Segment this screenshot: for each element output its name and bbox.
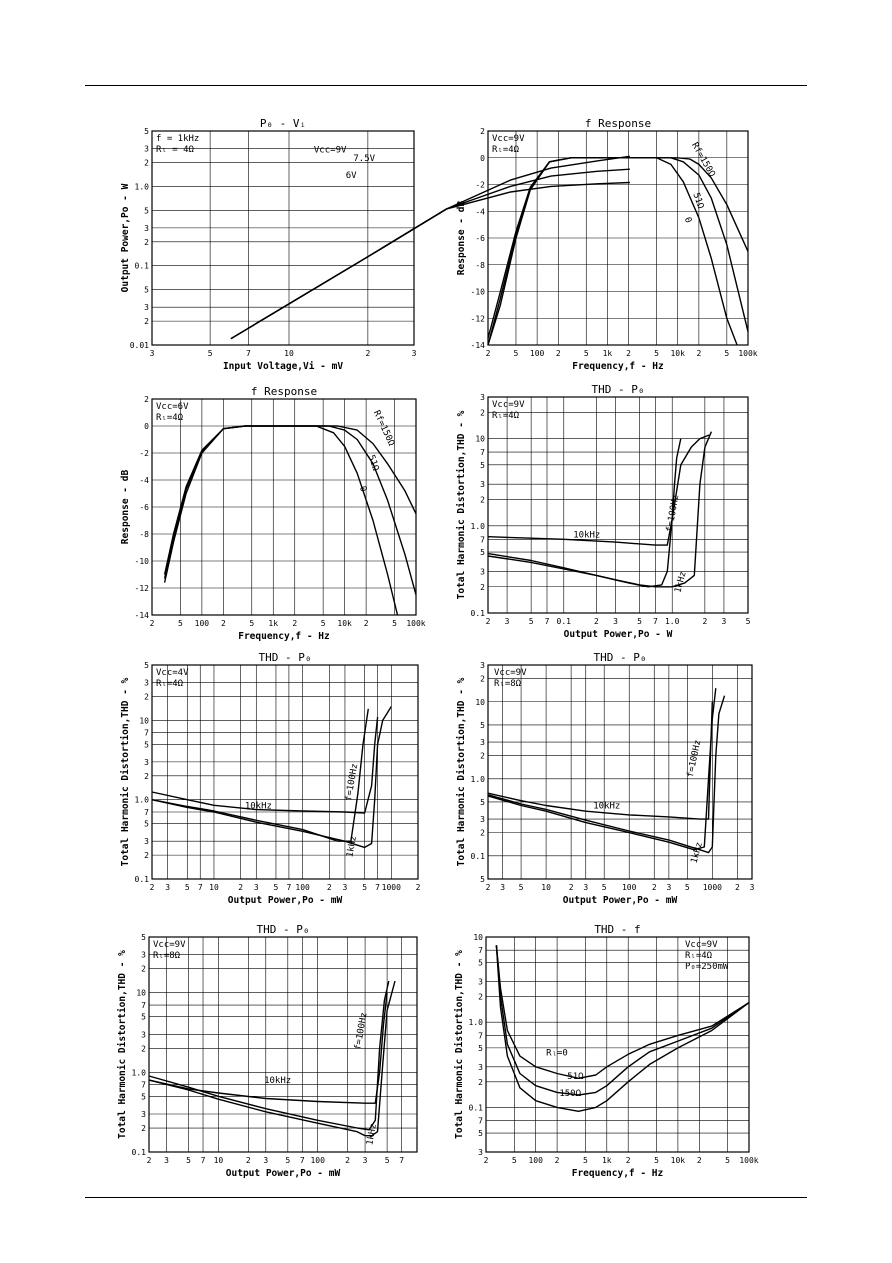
- x-tick-label: 3: [342, 883, 348, 892]
- x-tick-label: 10: [213, 1156, 224, 1165]
- x-tick-label: 3: [504, 617, 510, 626]
- condition-text: Vcc=9V: [153, 940, 186, 950]
- y-tick-label: 5: [144, 740, 149, 750]
- y-tick-label: -12: [470, 314, 485, 324]
- curve-label: Vcc=9V: [313, 145, 347, 156]
- y-tick-label: 3: [144, 757, 149, 767]
- y-tick-label: 2: [141, 964, 146, 974]
- curve-label: 10kHz: [244, 801, 272, 812]
- y-tick-label: 7: [480, 535, 485, 545]
- condition-text: Rₗ=4Ω: [685, 951, 713, 961]
- series-line-2: [231, 169, 630, 339]
- y-tick-label: 5: [144, 285, 149, 295]
- y-tick-label: 3: [144, 837, 149, 847]
- x-axis-label: Frequency,f - Hz: [238, 631, 330, 642]
- x-tick-label: 2: [651, 883, 657, 892]
- x-tick-label: 1k: [602, 349, 613, 358]
- condition-text: Vcc=9V: [685, 940, 718, 950]
- x-tick-label: 5: [285, 1156, 291, 1165]
- thd-po-9v-8ohm-b-chart: [117, 923, 417, 1179]
- series-line-1: [152, 709, 368, 841]
- y-tick-label: 10: [473, 933, 483, 942]
- chart-title: P₀ - Vᵢ: [259, 117, 307, 130]
- y-tick-label: 5: [478, 1043, 483, 1053]
- x-tick-label: 2: [594, 617, 599, 626]
- y-tick-label: 1.0: [131, 1068, 146, 1078]
- curve-label: f=100Hz: [665, 493, 682, 533]
- x-tick-label: 2: [415, 883, 421, 892]
- series-line-2: [488, 439, 681, 545]
- condition-text: Rₗ=4Ω: [156, 413, 184, 423]
- y-tick-label: 3: [480, 738, 485, 748]
- y-tick-label: 3: [144, 303, 149, 313]
- x-tick-label: 10: [209, 883, 219, 892]
- y-tick-label: -14: [470, 341, 485, 350]
- x-tick-label: 0.1: [556, 617, 572, 626]
- condition-text: Rₗ = 4Ω: [156, 145, 194, 155]
- y-tick-label: 5: [478, 958, 483, 968]
- curve-label: 6V: [345, 171, 357, 182]
- x-tick-label: 5: [392, 619, 397, 628]
- curve-label: 10kHz: [573, 530, 601, 541]
- x-tick-label: 5: [528, 617, 534, 626]
- x-tick-label: 3: [721, 617, 727, 626]
- series-line-1: [149, 981, 389, 1130]
- condition-text: Rₗ=4Ω: [156, 679, 184, 689]
- x-tick-label: 7: [200, 1156, 206, 1165]
- y-tick-label: 7: [478, 1116, 483, 1126]
- x-tick-label: 5: [184, 883, 190, 892]
- y-tick-label: 2: [144, 771, 149, 781]
- condition-text: Vcc=4V: [156, 668, 189, 678]
- y-tick-label: 10: [475, 434, 485, 444]
- y-tick-label: 0: [144, 422, 149, 431]
- y-tick-label: 2: [480, 495, 485, 505]
- y-tick-label: 3: [478, 1148, 483, 1157]
- y-tick-label: -10: [134, 557, 149, 566]
- y-tick-label: 7: [478, 946, 483, 956]
- curve-label: 1kHz: [345, 835, 359, 859]
- y-tick-label: 0.1: [470, 609, 485, 618]
- y-axis-label: Total Harmonic Distortion,THD - %: [117, 950, 128, 1139]
- x-tick-label: 7: [245, 349, 251, 358]
- x-tick-label: 3: [500, 883, 506, 892]
- y-tick-label: -6: [139, 503, 149, 512]
- curve-label: 1kHz: [689, 841, 705, 865]
- y-tick-label: -10: [470, 287, 485, 297]
- x-tick-label: 2: [485, 883, 491, 892]
- y-tick-label: -8: [139, 530, 149, 539]
- y-tick-label: 2: [144, 237, 149, 247]
- y-tick-label: 2: [480, 582, 485, 592]
- f-response-6v-chart: [120, 385, 426, 642]
- x-tick-label: 100: [529, 349, 545, 358]
- curve-label: 1kHz: [365, 1122, 379, 1146]
- y-tick-label: 2: [480, 674, 485, 684]
- y-tick-label: 10: [139, 716, 149, 726]
- condition-text: Rₗ=4Ω: [492, 411, 520, 421]
- series-line-3: [149, 981, 395, 1136]
- y-tick-label: 3: [141, 1109, 146, 1119]
- y-tick-label: 2: [144, 851, 149, 861]
- y-tick-label: 3: [144, 678, 149, 688]
- y-tick-label: 3: [478, 1062, 483, 1072]
- x-tick-label: 100: [310, 1156, 325, 1165]
- curve-label: 150Ω: [559, 1089, 582, 1100]
- x-tick-label: 3: [583, 883, 589, 892]
- curve-label: 10kHz: [264, 1076, 292, 1087]
- curve-label: f=100Hz: [343, 762, 361, 802]
- x-axis-label: Output Power,Po - W: [563, 629, 673, 640]
- y-tick-label: 2: [480, 408, 485, 418]
- x-tick-label: 1k: [601, 1156, 612, 1165]
- x-tick-label: 3: [263, 1156, 269, 1165]
- x-tick-label: 2: [245, 1156, 251, 1165]
- x-tick-label: 5: [582, 1156, 588, 1165]
- y-tick-label: 2: [141, 1124, 146, 1134]
- series-line-3: [231, 180, 630, 339]
- x-tick-label: 10k: [670, 349, 685, 358]
- y-tick-label: 3: [144, 223, 149, 233]
- curve-label: f=100Hz: [685, 739, 704, 779]
- x-tick-label: 5: [249, 619, 255, 628]
- condition-text: Rₗ=8Ω: [494, 679, 522, 689]
- x-tick-label: 2: [485, 617, 491, 626]
- x-tick-label: 7: [375, 883, 380, 892]
- y-tick-label: 7: [141, 1001, 146, 1011]
- y-tick-label: 3: [144, 144, 149, 154]
- chart-title: f Response: [584, 117, 652, 130]
- x-tick-label: 100k: [406, 619, 426, 628]
- y-tick-label: 2: [141, 1044, 146, 1054]
- x-tick-label: 3: [749, 883, 755, 892]
- x-tick-label: 3: [253, 883, 259, 892]
- y-axis-label: Total Harmonic Distortion,THD - %: [456, 410, 467, 600]
- y-tick-label: 7: [480, 448, 485, 458]
- x-tick-label: 1000: [381, 883, 401, 892]
- condition-text: P₀=250mW: [685, 962, 729, 972]
- plot-frame: [149, 937, 417, 1152]
- y-tick-label: 5: [141, 1012, 146, 1022]
- y-tick-label: 0: [480, 153, 485, 163]
- y-axis-label: Total Harmonic Distortion,THD - %: [456, 677, 467, 867]
- x-tick-label: 2: [626, 349, 631, 358]
- thd-f-chart: [454, 923, 759, 1179]
- x-tick-label: 5: [362, 883, 368, 892]
- y-tick-label: 3: [480, 393, 485, 402]
- y-tick-label: 0.1: [470, 851, 485, 861]
- x-tick-label: 5: [725, 1156, 731, 1165]
- y-tick-label: 3: [478, 977, 483, 987]
- curve-label: 0: [681, 215, 694, 225]
- series-line-1: [488, 688, 716, 850]
- y-tick-label: -12: [134, 584, 149, 593]
- x-tick-label: 2: [146, 1156, 152, 1165]
- y-tick-label: 5: [144, 206, 149, 216]
- thd-po-4v-chart: [120, 651, 421, 906]
- x-tick-label: 5: [273, 883, 279, 892]
- y-tick-label: 1.0: [468, 1018, 483, 1028]
- x-tick-label: 2: [485, 349, 491, 358]
- x-tick-label: 2: [555, 349, 561, 358]
- x-tick-label: 10k: [337, 619, 352, 628]
- y-axis-label: Response - dB: [120, 469, 131, 545]
- x-axis-label: Frequency,f - Hz: [571, 1168, 664, 1179]
- y-tick-label: 7: [141, 1080, 146, 1090]
- y-tick-label: 5: [144, 661, 149, 670]
- y-tick-label: 3: [141, 950, 146, 960]
- x-tick-label: 3: [164, 1156, 169, 1165]
- x-axis-label: Output Power,Po - mW: [562, 895, 678, 906]
- x-tick-label: 7: [399, 1156, 405, 1165]
- condition-text: Vcc=6V: [156, 402, 189, 412]
- thd-po-9v-4ohm-chart: [456, 383, 751, 640]
- y-tick-label: 0.1: [134, 875, 149, 884]
- condition-text: Vcc=9V: [494, 668, 527, 678]
- chart-title: THD - P₀: [258, 651, 312, 664]
- x-tick-label: 5: [654, 1156, 659, 1165]
- y-tick-label: 1.0: [134, 182, 149, 192]
- x-tick-label: 5: [724, 349, 730, 358]
- plot-frame: [152, 665, 418, 879]
- x-tick-label: 2: [696, 1156, 702, 1165]
- y-tick-label: -2: [139, 449, 149, 458]
- y-tick-label: 3: [141, 1030, 146, 1040]
- x-tick-label: 7: [544, 617, 550, 626]
- y-tick-label: 7: [144, 728, 149, 738]
- y-tick-label: 2: [480, 828, 485, 838]
- y-tick-label: 5: [144, 127, 149, 136]
- curve-label: 0: [356, 484, 369, 494]
- x-tick-label: 5: [684, 883, 690, 892]
- y-tick-label: 7: [478, 1031, 483, 1041]
- y-tick-label: 5: [480, 797, 485, 807]
- chart-title: f Response: [250, 385, 318, 398]
- x-tick-label: 2: [363, 619, 369, 628]
- condition-text: Vcc=9V: [492, 400, 525, 410]
- thd-po-9v-8ohm-a-chart: [456, 651, 755, 906]
- y-tick-label: 2: [478, 992, 483, 1002]
- y-tick-label: 10: [136, 988, 146, 998]
- x-tick-label: 5: [186, 1156, 191, 1165]
- y-tick-label: -14: [134, 611, 149, 620]
- y-tick-label: 2: [480, 127, 485, 136]
- y-tick-label: 3: [480, 567, 485, 577]
- y-tick-label: 5: [144, 819, 149, 829]
- x-tick-label: 5: [511, 1156, 517, 1165]
- y-tick-label: 5: [480, 548, 485, 558]
- x-tick-label: 2: [238, 883, 244, 892]
- y-tick-label: 5: [480, 460, 485, 470]
- y-tick-label: 7: [144, 807, 149, 817]
- y-tick-label: 5: [480, 720, 485, 730]
- y-tick-label: 3: [480, 480, 485, 490]
- chart-title: THD - P₀: [256, 923, 310, 936]
- x-tick-label: 2: [625, 1156, 631, 1165]
- x-tick-label: 100: [528, 1156, 543, 1165]
- x-tick-label: 3: [149, 349, 155, 358]
- y-axis-label: Response - dB: [456, 200, 467, 276]
- x-tick-label: 2: [696, 349, 702, 358]
- y-tick-label: 5: [480, 875, 485, 884]
- y-tick-label: 2: [144, 158, 149, 168]
- x-tick-label: 2: [365, 349, 371, 358]
- y-tick-label: 2: [144, 317, 149, 327]
- po-vi-chart: [120, 117, 630, 372]
- y-tick-label: 2: [478, 1077, 483, 1087]
- y-tick-label: -4: [475, 207, 485, 217]
- y-tick-label: 0.1: [131, 1148, 146, 1157]
- x-tick-label: 100: [621, 883, 637, 892]
- y-tick-label: -6: [475, 234, 485, 243]
- y-tick-label: 3: [480, 661, 485, 670]
- curve-label: 10kHz: [593, 801, 621, 812]
- y-tick-label: 0.01: [129, 341, 149, 350]
- curve-label: f=100Hz: [353, 1011, 370, 1051]
- series-line-1: [231, 153, 630, 338]
- curve-label: 51Ω: [690, 191, 706, 211]
- y-tick-label: 5: [141, 1092, 146, 1102]
- x-tick-label: 1000: [702, 883, 722, 892]
- x-tick-label: 3: [666, 883, 672, 892]
- y-tick-label: 3: [480, 815, 485, 825]
- x-tick-label: 5: [513, 349, 519, 358]
- y-tick-label: 2: [480, 751, 485, 761]
- y-tick-label: 2: [144, 692, 149, 702]
- x-axis-label: Input Voltage,Vi - mV: [222, 361, 344, 372]
- x-tick-label: 2: [292, 619, 298, 628]
- y-tick-label: 10: [475, 697, 485, 707]
- x-tick-label: 10k: [670, 1156, 686, 1165]
- condition-text: Vcc=9V: [492, 134, 525, 144]
- x-tick-label: 5: [745, 617, 751, 626]
- x-tick-label: 2: [483, 1156, 489, 1165]
- curve-label: 51Ω: [365, 453, 381, 473]
- condition-text: f = 1kHz: [156, 134, 200, 144]
- x-tick-label: 7: [299, 1156, 305, 1165]
- y-tick-label: 1.0: [470, 521, 485, 531]
- x-tick-label: 2: [149, 883, 155, 892]
- x-axis-label: Output Power,Po - mW: [225, 1168, 341, 1179]
- y-tick-label: -8: [475, 260, 485, 270]
- x-tick-label: 100: [194, 619, 210, 628]
- x-tick-label: 2: [345, 1156, 351, 1165]
- x-tick-label: 5: [518, 883, 524, 892]
- y-axis-label: Total Harmonic Distortion,THD - %: [454, 950, 465, 1139]
- x-tick-label: 100: [295, 883, 310, 892]
- x-tick-label: 5: [654, 349, 659, 358]
- x-tick-label: 7: [197, 883, 203, 892]
- x-tick-label: 2: [734, 883, 740, 892]
- x-tick-label: 2: [554, 1156, 560, 1165]
- x-tick-label: 5: [177, 619, 183, 628]
- x-tick-label: 7: [653, 617, 658, 626]
- curve-label: 51Ω: [567, 1071, 584, 1082]
- x-tick-label: 3: [165, 883, 171, 892]
- condition-text: Rₗ=8Ω: [153, 951, 181, 961]
- x-tick-label: 3: [411, 349, 417, 358]
- x-tick-label: 10: [284, 349, 294, 358]
- condition-text: Rₗ=4Ω: [492, 145, 520, 155]
- x-tick-label: 100k: [738, 349, 758, 358]
- x-tick-label: 3: [362, 1156, 368, 1165]
- chart-title: THD - P₀: [591, 383, 645, 396]
- x-tick-label: 7: [286, 883, 292, 892]
- x-tick-label: 2: [326, 883, 332, 892]
- curve-label: Rf=150Ω: [689, 141, 717, 179]
- x-tick-label: 5: [637, 617, 642, 626]
- curve-label: 1kHz: [673, 570, 689, 595]
- y-tick-label: -4: [139, 476, 149, 485]
- x-tick-label: 2: [220, 619, 226, 628]
- series-line-1: [488, 158, 748, 338]
- x-tick-label: 2: [568, 883, 574, 892]
- y-tick-label: 1.0: [134, 795, 149, 805]
- x-tick-label: 5: [207, 349, 213, 358]
- x-tick-label: 2: [702, 617, 708, 626]
- x-tick-label: 1k: [268, 619, 279, 628]
- series-line-1: [165, 426, 416, 575]
- y-tick-label: 2: [144, 395, 149, 404]
- chart-title: THD - P₀: [593, 651, 647, 664]
- y-tick-label: 0.1: [468, 1103, 483, 1113]
- x-tick-label: 5: [583, 349, 589, 358]
- chart-title: THD - f: [594, 923, 641, 936]
- curve-label: Rf=150Ω: [370, 409, 397, 448]
- y-tick-label: 0.1: [134, 261, 149, 271]
- y-tick-label: 5: [141, 933, 146, 942]
- curve-label: 7.5V: [353, 153, 376, 164]
- curve-label: Rₗ=0: [546, 1048, 568, 1059]
- y-tick-label: -2: [475, 180, 485, 190]
- y-tick-label: 1.0: [470, 774, 485, 784]
- x-tick-label: 5: [320, 619, 326, 628]
- x-tick-label: 10: [541, 883, 551, 892]
- x-tick-label: 5: [384, 1156, 390, 1165]
- y-axis-label: Output Power,Po - W: [120, 183, 131, 293]
- x-tick-label: 100k: [739, 1156, 759, 1165]
- y-tick-label: 5: [478, 1129, 483, 1139]
- x-tick-label: 5: [601, 883, 607, 892]
- f-response-9v-chart: [456, 117, 758, 372]
- series-line-3: [488, 158, 737, 345]
- x-tick-label: 1.0: [664, 617, 680, 626]
- x-tick-label: 3: [613, 617, 618, 626]
- x-axis-label: Output Power,Po - mW: [227, 895, 343, 906]
- x-tick-label: 2: [149, 619, 155, 628]
- y-axis-label: Total Harmonic Distortion,THD - %: [120, 677, 131, 867]
- x-axis-label: Frequency,f - Hz: [572, 361, 664, 372]
